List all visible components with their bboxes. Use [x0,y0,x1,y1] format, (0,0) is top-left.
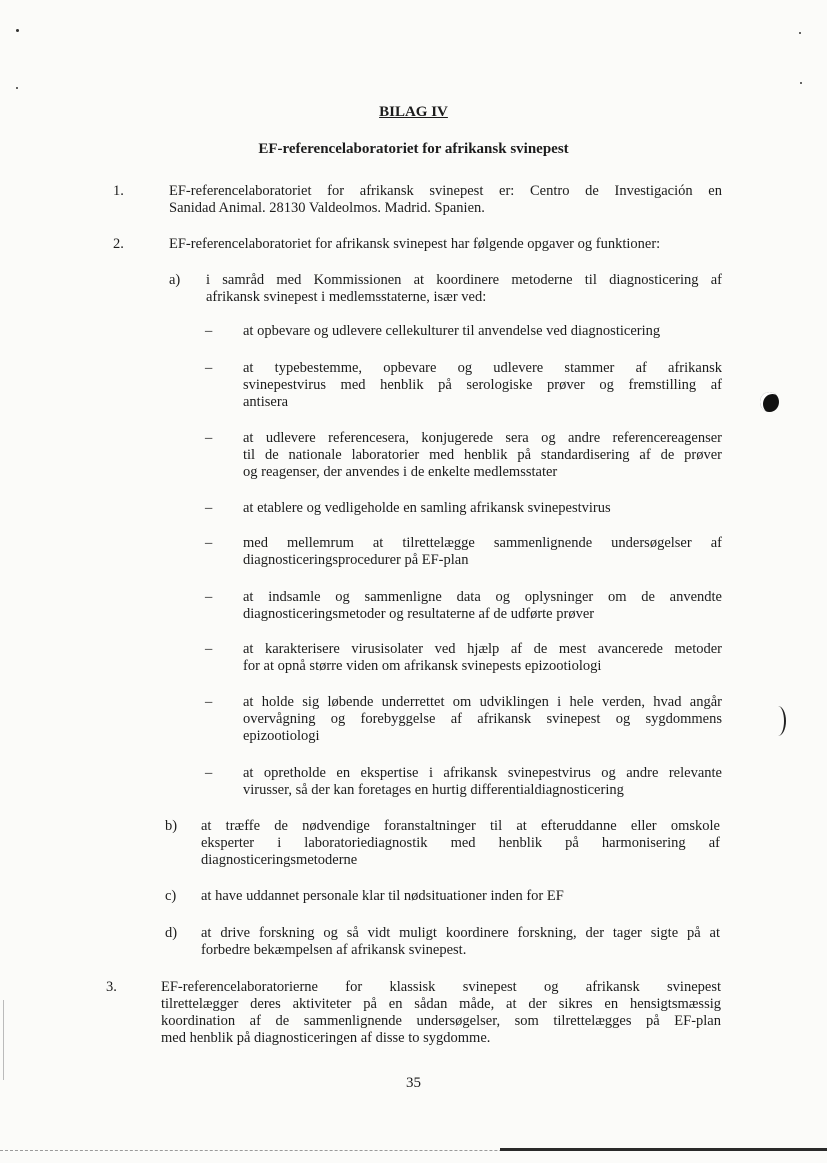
paragraph-3-line: med henblik på diagnosticeringen af disse to sygdomme. [161,1030,491,1046]
paragraph-number: 3. [106,979,117,995]
scan-speck [800,82,802,84]
bullet-line: til de nationale laboratorier med henblik på standardisering af de prøver [243,447,722,463]
punch-hole-mark [760,392,779,412]
item-b-line: diagnosticeringsmetoderne [201,852,358,868]
bullet-line: antisera [243,394,289,410]
paragraph-number: 1. [113,183,124,199]
bullet-line: overvågning og forebyggelse af afrikansk svinepest og sygdommens [243,711,722,727]
bullet-line: at etablere og vedligeholde en samling afrikansk svinepestvirus [243,500,611,516]
item-d-line: at drive forskning og så vidt muligt koordinere forskning, der tager sigte på at [201,925,720,941]
paragraph-number: 2. [113,236,124,252]
bullet-dash: – [205,535,213,551]
scan-speck [16,29,19,32]
bullet-line: at indsamle og sammenligne data og oplysninger om de anvendte [243,589,722,605]
scan-speck [16,87,18,89]
item-a-line: i samråd med Kommissionen at koordinere metoderne til diagnosticering af [206,272,722,288]
bullet-line: at karakterisere virusisolater ved hjælp af de mest avancerede metoder [243,641,722,657]
item-b-line: eksperter i laboratoriediagnostik med henblik på harmonisering af [201,835,720,851]
bullet-dash: – [205,360,213,376]
bullet-line: at udlevere referencesera, konjugerede sera og andre referencereagenser [243,430,722,446]
bullet-dash: – [205,589,213,605]
annex-subtitle: EF-referencelaboratoriet for afrikansk svinepest [258,141,569,157]
bullet-dash: – [205,765,213,781]
bullet-line: for at opnå større viden om afrikansk svinepests epizootiologi [243,658,602,674]
bullet-line: diagnosticeringsmetoder og resultaterne af de udførte prøver [243,606,595,622]
paragraph-1-line: EF-referencelaboratoriet for afrikansk svinepest er: Centro de Investigación en [169,183,722,199]
bullet-line: at opretholde en ekspertise i afrikansk svinepestvirus og andre relevante [243,765,722,781]
bullet-line: at holde sig løbende underrettet om udviklingen i hele verden, hvad angår [243,694,722,710]
bullet-line: svinepestvirus med henblik på serologiske prøver og fremstilling af [243,377,722,393]
page-number: 35 [406,1075,421,1091]
scan-speck [799,32,801,34]
annex-title: BILAG IV [379,104,448,120]
item-c-line: at have uddannet personale klar til nødsituationer inden for EF [201,888,564,904]
scan-bottom-bar [500,1148,827,1151]
item-b-line: at træffe de nødvendige foranstaltninger til at efteruddanne eller omskole [201,818,720,834]
item-label: a) [169,272,181,288]
bullet-line: med mellemrum at tilrettelægge sammenlignende undersøgelser af [243,535,722,551]
bullet-dash: – [205,323,213,339]
item-d-line: forbedre bekæmpelsen af afrikansk svinepest. [201,942,467,958]
paragraph-3-line: koordination af de sammenlignende undersøgelser, som tilrettelægges på EF-plan [161,1013,721,1029]
item-a-line: afrikansk svinepest i medlemsstaterne, især ved: [206,289,487,305]
paragraph-2-line: EF-referencelaboratoriet for afrikansk svinepest har følgende opgaver og funktioner: [169,236,661,252]
bullet-line: og reagenser, der anvendes i de enkelte medlemsstater [243,464,558,480]
paragraph-1-line: Sanidad Animal. 28130 Valdeolmos. Madrid. Spanien. [169,200,485,216]
scan-edge-line [3,1000,4,1080]
bullet-dash: – [205,694,213,710]
bullet-dash: – [205,641,213,657]
bullet-dash: – [205,430,213,446]
paragraph-3-line: tilrettelægger deres aktiviteter på en sådan måde, at der sikres en hensigtsmæssig [161,996,721,1012]
bullet-dash: – [205,500,213,516]
bullet-line: virusser, så der kan foretages en hurtig differentialdiagnosticering [243,782,624,798]
item-label: c) [165,888,177,904]
bullet-line: at typebestemme, opbevare og udlevere stammer af afrikansk [243,360,722,376]
paragraph-3-line: EF-referencelaboratorierne for klassisk svinepest og afrikansk svinepest [161,979,721,995]
bullet-line: diagnosticeringsprocedurer på EF-plan [243,552,469,568]
punch-hole-arc-mark [770,706,786,736]
bullet-line: at opbevare og udlevere cellekulturer til anvendelse ved diagnosticering [243,323,661,339]
item-label: b) [165,818,178,834]
bullet-line: epizootiologi [243,728,320,744]
item-label: d) [165,925,178,941]
